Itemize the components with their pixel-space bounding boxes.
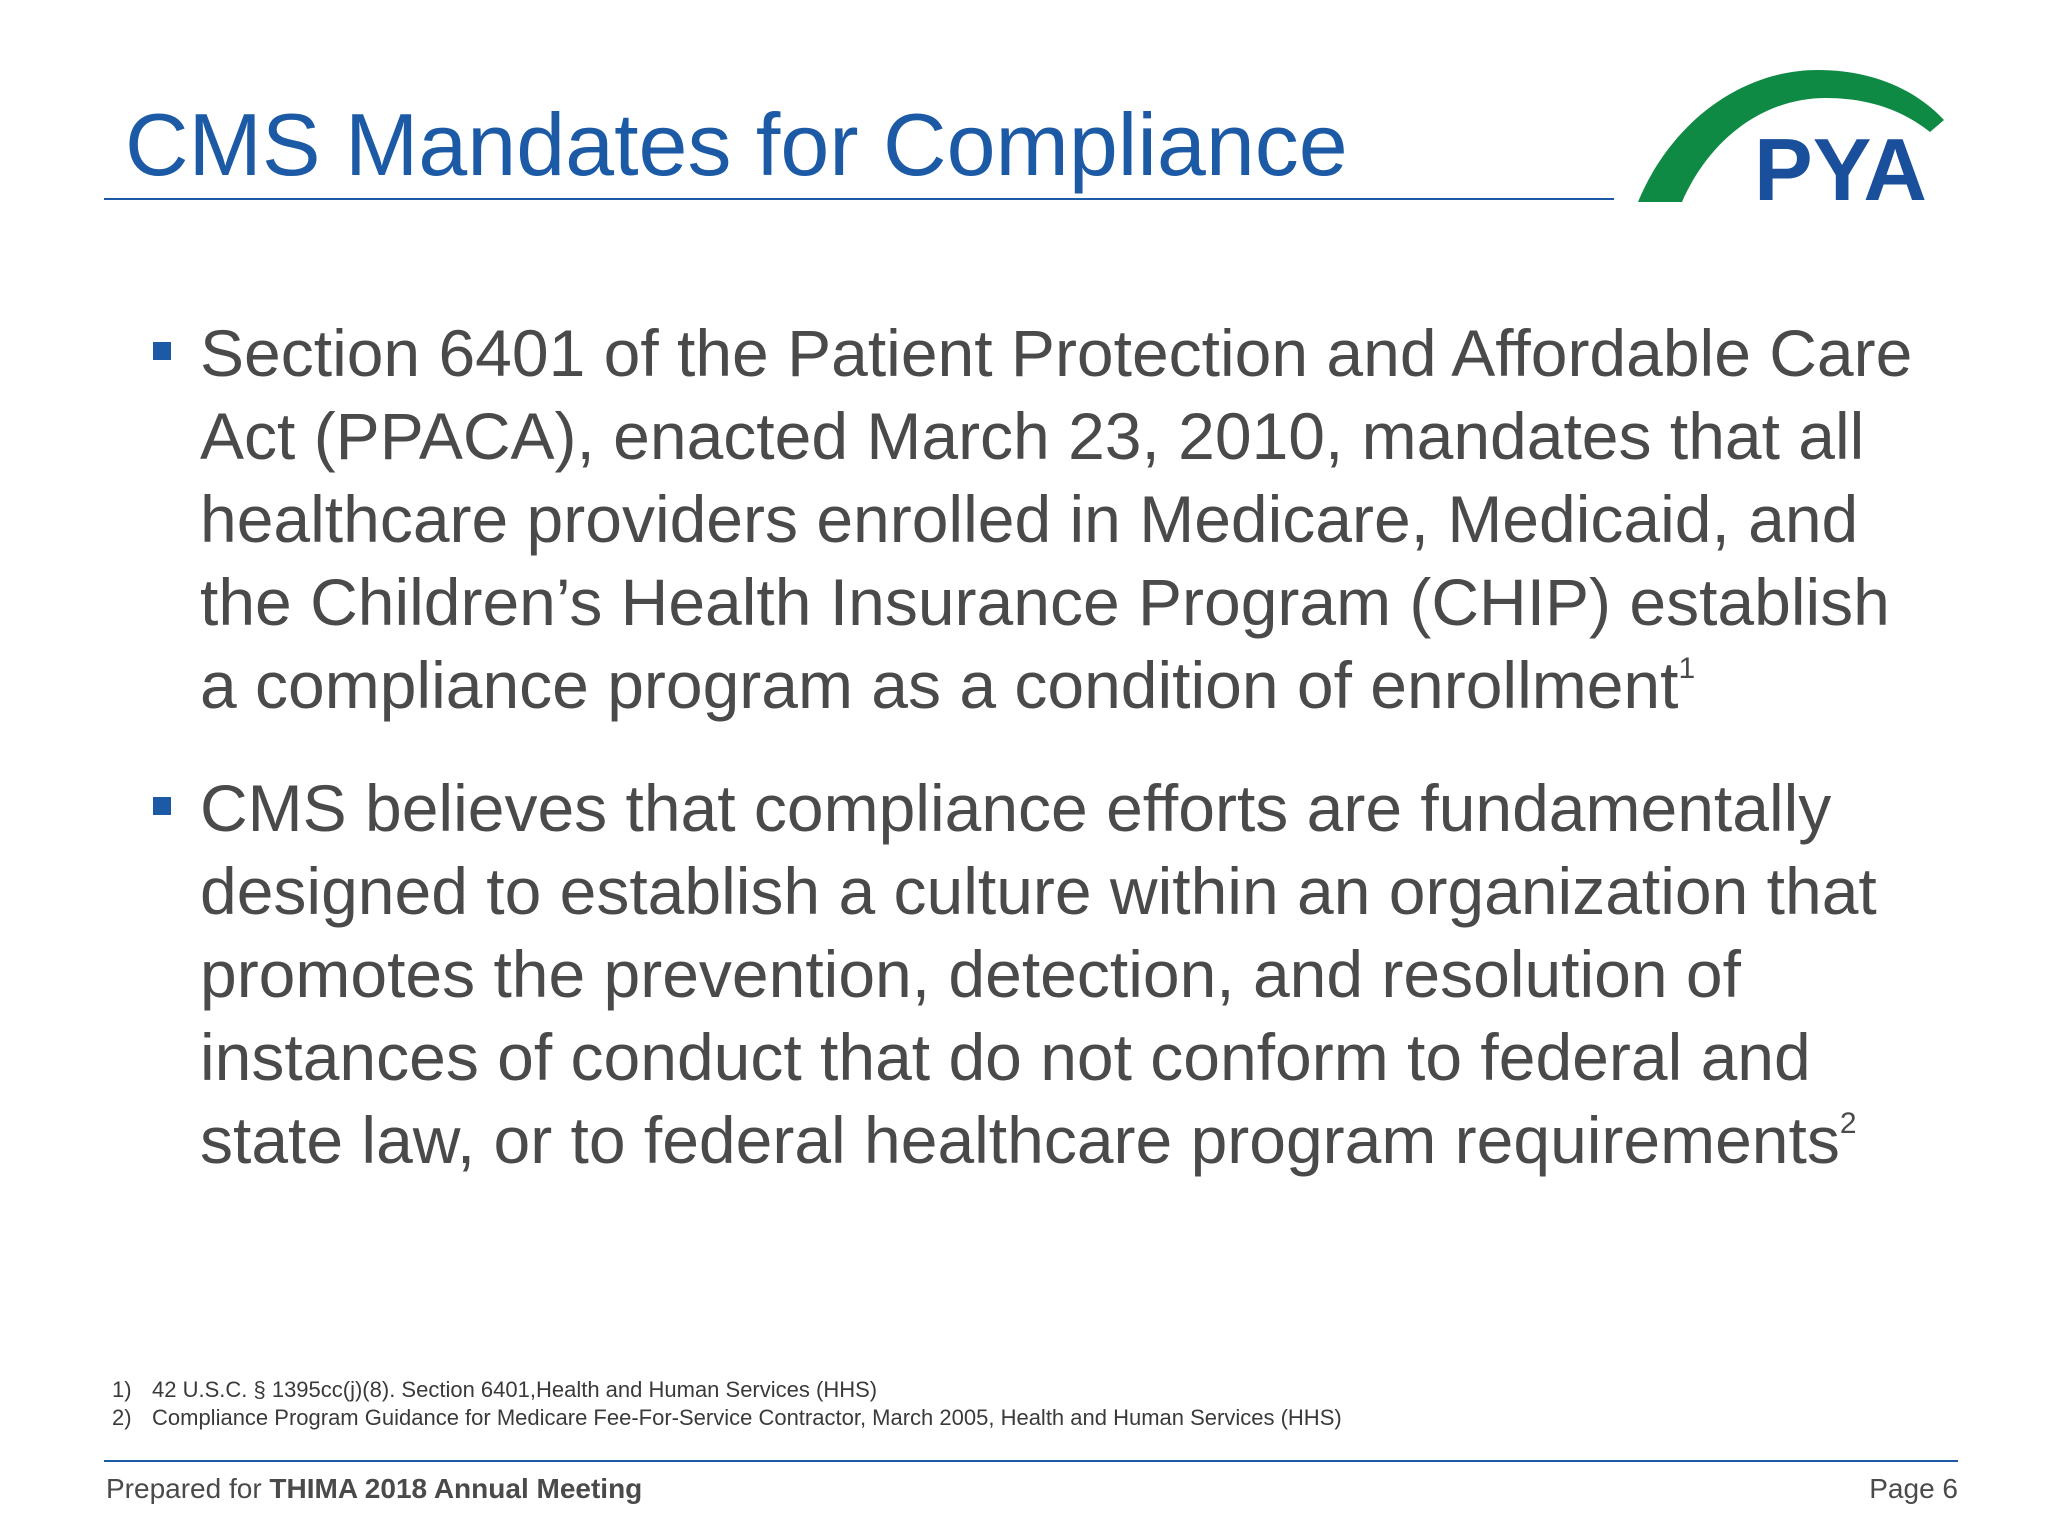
bullet-square-icon <box>153 342 171 360</box>
footnote-reference: 2 <box>1839 1107 1857 1140</box>
footnote-reference: 1 <box>1678 652 1696 685</box>
footnote-number: 1) <box>112 1377 132 1402</box>
bullet-text: Section 6401 of the Patient Protection and Affordable Care Act (PPACA), enacted March 23, 2010, mandates that all healthcare providers enrolled in Medicare, Medicaid, and the Children’s Health Insurance Program (CHIP) establish a compliance program as a condition of enrollment <box>200 316 1913 722</box>
bullet-text: CMS believes that compliance efforts are fundamentally designed to establish a culture within an organization that promotes the prevention, detection, and resolution of instances of conduct that do not conform to federal and state law, or to federal healthcare program requirements <box>200 771 1877 1177</box>
footnote-text: 42 U.S.C. § 1395cc(j)(8). Section 6401,Health and Human Services (HHS) <box>152 1377 878 1402</box>
footnotes <box>112 1376 1342 1432</box>
slide-title: CMS Mandates for Compliance <box>125 95 1348 194</box>
footer-prepared-for <box>106 1472 642 1506</box>
logo-text: PYA <box>1754 120 1927 206</box>
title-divider <box>104 198 1614 200</box>
footer-prefix: Prepared for <box>106 1473 270 1504</box>
footer-event: THIMA 2018 Annual Meeting <box>269 1473 643 1504</box>
footnote-text: Compliance Program Guidance for Medicare Fee-For-Service Contractor, March 2005, Health and Human Services (HHS) <box>152 1405 1342 1430</box>
footnote <box>112 1376 1342 1404</box>
page-number: Page 6 <box>1869 1473 1958 1504</box>
footnote <box>112 1404 1342 1432</box>
pya-logo <box>1630 66 1962 206</box>
footnote-number: 2) <box>112 1405 132 1430</box>
bullet-item <box>150 767 1930 1182</box>
bullet-square-icon <box>153 797 171 815</box>
bullet-list <box>150 312 1930 1222</box>
footer-divider <box>104 1460 1958 1462</box>
bullet-item <box>150 312 1930 727</box>
